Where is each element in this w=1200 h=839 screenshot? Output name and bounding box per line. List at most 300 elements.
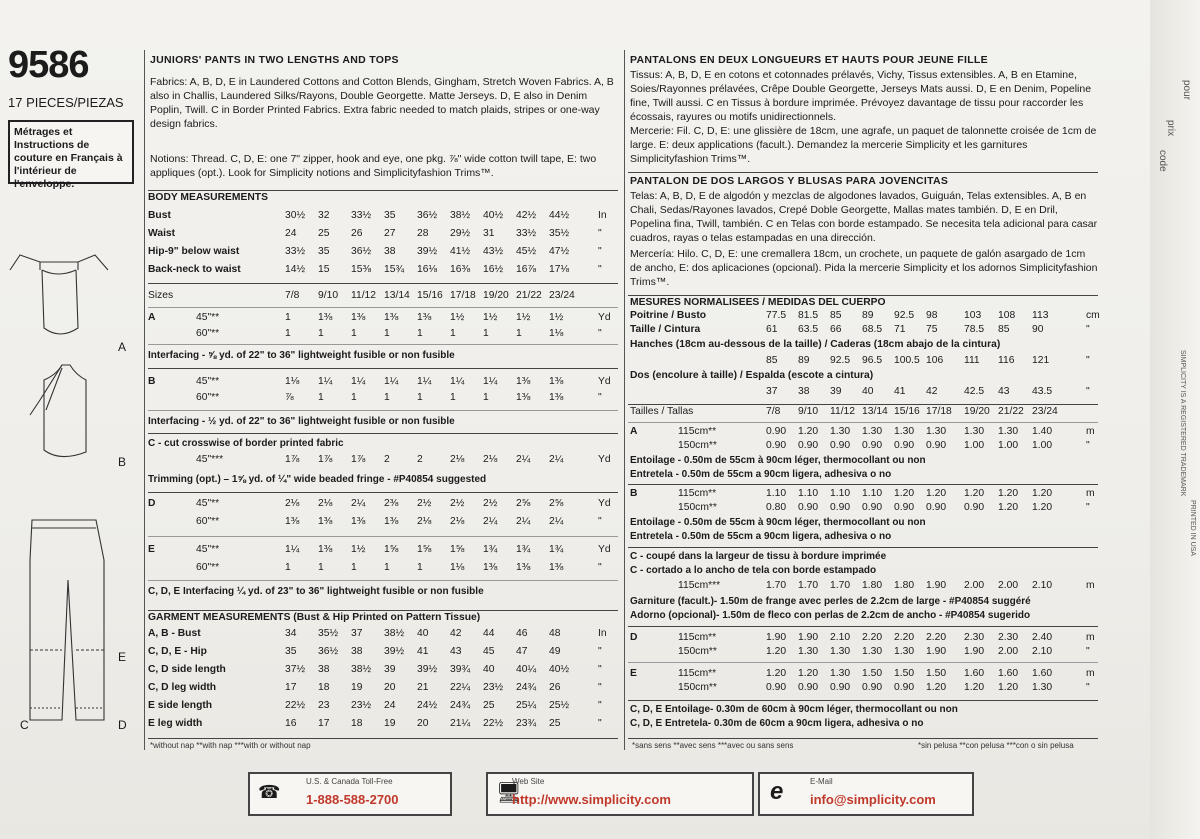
cell: 0.90 xyxy=(766,426,787,437)
cell: 43½ xyxy=(483,246,504,257)
cell: 1⅜ xyxy=(516,376,531,387)
divider xyxy=(148,410,618,411)
cell: 1.90 xyxy=(926,646,947,657)
cell: 17/18 xyxy=(450,290,476,301)
cell: 21¼ xyxy=(450,718,471,729)
cell: 1.30 xyxy=(964,426,985,437)
cell: 33½ xyxy=(285,246,306,257)
cell: 1½ xyxy=(450,312,465,323)
spanish-title: PANTALON DE DOS LARGOS Y BLUSAS PARA JOVENCITAS xyxy=(630,175,949,187)
notions-text: Notions: Thread. C, D, E: one 7" zipper, hook and eye, one pkg. ⅞" wide cotton twill tape, E: two appliques (opt.). Look for Simplicity notions and Simplicityfashion Trims™. xyxy=(150,153,597,179)
spanish-footnote: *sin pelusa **con pelusa ***con o sin pelusa xyxy=(918,741,1074,750)
cell: 1 xyxy=(417,328,423,339)
cell: 1⅜ xyxy=(351,516,366,527)
view-label-d: D xyxy=(118,718,127,732)
phone-icon: ☎ xyxy=(258,782,281,802)
unit: m xyxy=(1086,668,1095,679)
cell: 0.90 xyxy=(894,440,915,451)
cell: 33½ xyxy=(351,210,372,221)
cell: 1⅜ xyxy=(549,392,564,403)
row-sub: 45"** xyxy=(196,376,220,387)
row-sub: 45"*** xyxy=(196,454,224,465)
cell: 1⅛ xyxy=(549,328,564,339)
divider xyxy=(628,662,1098,663)
cell: 0.90 xyxy=(766,682,787,693)
cell: 1⅞ xyxy=(351,454,366,465)
divider xyxy=(148,492,618,493)
cell: 42.5 xyxy=(964,386,985,397)
cell: 41 xyxy=(417,646,429,657)
cell: 40½ xyxy=(483,210,504,221)
cell: 1.00 xyxy=(1032,440,1053,451)
table-row xyxy=(148,376,618,391)
cell: 39¾ xyxy=(450,664,471,675)
cell: 42 xyxy=(926,386,938,397)
cell: 2⅜ xyxy=(384,498,399,509)
website-link[interactable]: http://www.simplicity.com xyxy=(512,792,671,807)
cell: 85 xyxy=(830,310,842,321)
cell: 1.20 xyxy=(926,488,947,499)
unit: Yd xyxy=(598,312,611,323)
entretela-b: Entretela - 0.50m de 55cm a 90cm ligera, adhesiva o no xyxy=(630,531,892,542)
cell: 16⅞ xyxy=(516,264,537,275)
cell: 38 xyxy=(318,664,330,675)
cell: 37 xyxy=(766,386,778,397)
cell: 2½ xyxy=(417,498,432,509)
c-fr-note: C - coupé dans la largeur de tissu à bordure imprimée xyxy=(630,551,887,562)
cell: 61 xyxy=(766,324,778,335)
cell: 2⅛ xyxy=(450,516,465,527)
row-label: C, D side length xyxy=(148,664,226,675)
cell: 1.00 xyxy=(998,440,1019,451)
cell: 1 xyxy=(384,562,390,573)
cell: 25¼ xyxy=(516,700,537,711)
cell: 21/22 xyxy=(516,290,542,301)
pants-c-illustration xyxy=(30,520,104,720)
cell: 1⅜ xyxy=(318,312,333,323)
cell: 1.20 xyxy=(1032,488,1053,499)
cell: 111 xyxy=(964,355,980,366)
table-row xyxy=(148,628,618,643)
cell: 89 xyxy=(862,310,874,321)
top-a-illustration xyxy=(10,255,108,334)
cell: 1 xyxy=(285,562,291,573)
cell: 1 xyxy=(483,328,489,339)
cell: 0.90 xyxy=(862,440,883,451)
cell: 1¾ xyxy=(549,544,564,555)
cell: 1.90 xyxy=(964,646,985,657)
divider xyxy=(148,433,618,434)
row-sub: 45"** xyxy=(196,544,220,555)
cell: 1.30 xyxy=(894,646,915,657)
body-measurements-title: BODY MEASUREMENTS xyxy=(148,192,268,203)
cell: 106 xyxy=(926,355,944,366)
table-row xyxy=(148,454,618,469)
garniture-note: Garniture (facult.)- 1.50m de frange avec perles de 2.2cm de large - #P40854 suggéré xyxy=(630,596,1031,607)
cell: 23½ xyxy=(351,700,372,711)
cell: 24¾ xyxy=(516,682,537,693)
cell: 0.90 xyxy=(798,682,819,693)
cell: 20 xyxy=(384,682,396,693)
table-row xyxy=(630,406,1100,421)
cell: 41 xyxy=(894,386,906,397)
cell: 1.10 xyxy=(766,488,787,499)
cell: 11/12 xyxy=(830,406,856,417)
cell: 19 xyxy=(384,718,396,729)
unit: " xyxy=(598,264,602,275)
unit: Yd xyxy=(598,376,611,387)
email-link[interactable]: info@simplicity.com xyxy=(810,792,936,807)
cell: 1 xyxy=(318,562,324,573)
cell: 66 xyxy=(830,324,842,335)
cell: 0.90 xyxy=(894,682,915,693)
cell: 1.90 xyxy=(798,632,819,643)
cell: ⅞ xyxy=(285,392,294,403)
cell: 37 xyxy=(351,628,363,639)
cell: 1.20 xyxy=(926,682,947,693)
cell: 23/24 xyxy=(549,290,575,301)
cell: 0.90 xyxy=(964,502,985,513)
cell: 1⅜ xyxy=(384,312,399,323)
row-sub: 60"** xyxy=(196,328,220,339)
cell: 37½ xyxy=(285,664,306,675)
english-footnote: *without nap **with nap ***with or without nap xyxy=(150,741,311,750)
table-row xyxy=(630,324,1100,339)
cell: 1 xyxy=(318,328,324,339)
cell: 63.5 xyxy=(798,324,819,335)
table-row xyxy=(148,544,618,559)
cell: 0.90 xyxy=(894,502,915,513)
row-sub: 150cm** xyxy=(678,682,717,693)
cell: 33½ xyxy=(516,228,537,239)
row-sub: 150cm** xyxy=(678,502,717,513)
cell: 92.5 xyxy=(830,355,851,366)
cell: 23½ xyxy=(483,682,504,693)
dos-label: Dos (encolure à taille) / Espalda (escote a cintura) xyxy=(630,370,874,381)
mesures-title: MESURES NORMALISEES / MEDIDAS DEL CUERPO xyxy=(630,297,886,308)
cell: 2½ xyxy=(450,498,465,509)
row-label: Poitrine / Busto xyxy=(630,310,707,321)
cell: 39 xyxy=(384,664,396,675)
cell: 32 xyxy=(318,210,330,221)
cell: 2¼ xyxy=(549,516,564,527)
cell: 2.20 xyxy=(926,632,947,643)
cell: 1.60 xyxy=(1032,668,1053,679)
cell: 41½ xyxy=(450,246,471,257)
cell: 2¼ xyxy=(549,454,564,465)
unit: " xyxy=(598,516,602,527)
divider xyxy=(628,700,1098,701)
unit: Yd xyxy=(598,454,611,465)
cell: 1.10 xyxy=(830,488,851,499)
cell: 0.90 xyxy=(830,440,851,451)
cell: 85 xyxy=(998,324,1010,335)
email-contact xyxy=(758,772,974,816)
row-sub: 115cm** xyxy=(678,426,717,437)
table-row xyxy=(148,264,618,279)
cell: 24 xyxy=(285,228,297,239)
cell: 1.40 xyxy=(1032,426,1053,437)
pattern-number: 9586 xyxy=(8,44,89,86)
cell: 9/10 xyxy=(798,406,819,417)
cell: 13/14 xyxy=(384,290,410,301)
unit: m xyxy=(1086,426,1095,437)
divider xyxy=(628,484,1098,485)
cell: 35 xyxy=(318,246,330,257)
cell: 1 xyxy=(450,328,456,339)
row-label: Taille / Cintura xyxy=(630,324,701,335)
row-sub: 45"** xyxy=(196,312,220,323)
cell: 1.30 xyxy=(830,668,851,679)
cell: 19/20 xyxy=(483,290,509,301)
row-sub: 115cm** xyxy=(678,632,717,643)
cell: 1 xyxy=(450,392,456,403)
french-instructions-note: Métrages et Instructions de couture en Français à l'intérieur de l'enveloppe. xyxy=(8,120,134,184)
merceria-text: Mercería: Hilo. C, D, E: une cremallera 18cm, un crochete, un paquete de galón asargado de 1cm de ancho, E: dos aplicaciones (opcional). Pida la mercerie Simplicity et los adornos Simplicityfashion Trims™. xyxy=(630,248,1098,288)
unit: " xyxy=(1086,355,1090,366)
cell: 16⅛ xyxy=(417,264,438,275)
row-sub: 150cm** xyxy=(678,646,717,657)
cell: 1.30 xyxy=(926,426,947,437)
phone-number[interactable]: 1-888-588-2700 xyxy=(306,792,399,807)
fabrics-text: Fabrics: A, B, D, E in Laundered Cottons and Cotton Blends, Gingham, Stretch Woven Fabrics. A, B also in Challis, Laundered Silks/Rayons, Double Georgette. Matte Jerseys. D, E also in Denim Poplin, Twill. C in Border Printed Fabrics. Extra fabric needed to match plaids, stripes or one-way design fabrics. xyxy=(150,76,614,130)
cell: 1.30 xyxy=(862,646,883,657)
cell: 40½ xyxy=(549,664,570,675)
unit: " xyxy=(1086,386,1090,397)
computer-icon: 🖥 xyxy=(496,782,522,804)
cell: 30½ xyxy=(285,210,306,221)
cell: 0.90 xyxy=(766,440,787,451)
unit: " xyxy=(598,246,602,257)
cell: 81.5 xyxy=(798,310,819,321)
cell: 1.50 xyxy=(862,668,883,679)
unit: " xyxy=(598,682,602,693)
cell: 15⅜ xyxy=(351,264,372,275)
cell: 2.00 xyxy=(964,580,985,591)
cell: 1.30 xyxy=(830,426,851,437)
cell: 1¾ xyxy=(516,544,531,555)
cell: 1¼ xyxy=(483,376,498,387)
cell: 23¾ xyxy=(516,718,537,729)
edge-word-code: code xyxy=(1157,150,1168,172)
cell: 2.30 xyxy=(998,632,1019,643)
top-b-illustration xyxy=(30,365,86,457)
view-label-c: C xyxy=(20,718,29,732)
cell: 2 xyxy=(384,454,390,465)
cell: 1⅜ xyxy=(516,392,531,403)
row-sub: 60"** xyxy=(196,562,220,573)
cell: 1¼ xyxy=(351,376,366,387)
cell: 43.5 xyxy=(1032,386,1053,397)
cell: 15/16 xyxy=(894,406,920,417)
row-sub: 115cm** xyxy=(678,668,717,679)
cell: 2⅛ xyxy=(483,454,498,465)
cell: 45 xyxy=(483,646,495,657)
cell: 1⅜ xyxy=(549,376,564,387)
row-sub: 115cm*** xyxy=(678,580,721,591)
cell: 15¾ xyxy=(384,264,405,275)
cell: 1 xyxy=(516,328,522,339)
cell: 98 xyxy=(926,310,938,321)
unit: " xyxy=(598,646,602,657)
view-label-e: E xyxy=(118,650,127,664)
cell: 68.5 xyxy=(862,324,883,335)
unit: " xyxy=(1086,324,1090,335)
cell: 113 xyxy=(1032,310,1049,321)
table-row xyxy=(148,246,618,261)
cell: 1⅜ xyxy=(384,516,399,527)
email-icon: e xyxy=(770,778,784,805)
unit: Yd xyxy=(598,544,611,555)
cell: 1¼ xyxy=(318,376,333,387)
cell: 40 xyxy=(862,386,874,397)
cell: 1.30 xyxy=(1032,682,1053,693)
cell: 1.20 xyxy=(766,668,787,679)
interfacing-b: Interfacing - ½ yd. of 22" to 36" lightweight fusible or non fusible xyxy=(148,416,455,427)
cell: 1.60 xyxy=(998,668,1019,679)
cell: 1½ xyxy=(483,312,498,323)
cell: 2.10 xyxy=(1032,646,1053,657)
table-row xyxy=(630,386,1100,401)
cell: 7/8 xyxy=(766,406,781,417)
table-row xyxy=(630,668,1100,683)
cell: 108 xyxy=(998,310,1016,321)
cell: 27 xyxy=(384,228,396,239)
unit: " xyxy=(1086,682,1090,693)
phone-title: U.S. & Canada Toll-Free xyxy=(306,777,393,786)
cell: 1⅝ xyxy=(417,544,432,555)
cell: 1 xyxy=(285,312,291,323)
cell: 1⅜ xyxy=(351,312,366,323)
cell: 38 xyxy=(798,386,810,397)
cell: 1⅞ xyxy=(318,454,333,465)
cell: 1¾ xyxy=(483,544,498,555)
cell: 0.80 xyxy=(766,502,787,513)
web-contact xyxy=(486,772,754,816)
table-row xyxy=(148,312,618,327)
cell: 25 xyxy=(318,228,330,239)
table-row xyxy=(630,682,1100,697)
cell: 36½ xyxy=(351,246,372,257)
cell: 0.90 xyxy=(830,502,851,513)
cell: 0.90 xyxy=(926,502,947,513)
unit: " xyxy=(1086,502,1090,513)
cell: 1⅝ xyxy=(384,544,399,555)
row-label: E leg width xyxy=(148,718,203,729)
cell: 1.00 xyxy=(964,440,985,451)
cell: 0.90 xyxy=(862,502,883,513)
table-row xyxy=(148,718,618,733)
cell: 2.10 xyxy=(1032,580,1053,591)
row-sub: 115cm** xyxy=(678,488,717,499)
cell: 18 xyxy=(351,718,363,729)
unit: " xyxy=(1086,646,1090,657)
row-label: D xyxy=(148,498,156,509)
row-sub: 150cm** xyxy=(678,440,717,451)
cell: 0.90 xyxy=(830,682,851,693)
cell: 17/18 xyxy=(926,406,952,417)
cell: 49 xyxy=(549,646,561,657)
cell: 25½ xyxy=(549,700,570,711)
cell: 25 xyxy=(549,718,561,729)
row-sub: 45"** xyxy=(196,498,220,509)
unit: m xyxy=(1086,632,1095,643)
edge-word-pour: pour xyxy=(1181,80,1192,101)
edge-word-prix: prix xyxy=(1165,120,1176,137)
trimming-note: Trimming (opt.) – 1⅝ yd. of ¼" wide beaded fringe - #P40854 suggested xyxy=(148,474,487,485)
divider xyxy=(148,580,618,581)
cell: 1.70 xyxy=(798,580,819,591)
cell: 39½ xyxy=(384,646,405,657)
cell: 34 xyxy=(285,628,297,639)
unit: " xyxy=(598,718,602,729)
cell: 38½ xyxy=(351,664,372,675)
cell: 1.20 xyxy=(998,502,1019,513)
unit: " xyxy=(598,392,602,403)
cell: 1½ xyxy=(516,312,531,323)
printed-in-usa: PRINTED IN USA xyxy=(1189,500,1196,557)
unit: " xyxy=(598,664,602,675)
cell: 121 xyxy=(1032,355,1050,366)
divider xyxy=(628,626,1098,627)
cell: 14½ xyxy=(285,264,306,275)
cell: 2.30 xyxy=(964,632,985,643)
cell: 36½ xyxy=(417,210,438,221)
cell: 1.30 xyxy=(830,646,851,657)
unit: m xyxy=(1086,580,1095,591)
hanches-label: Hanches (18cm au-dessous de la taille) / Caderas (18cm abajo de la cintura) xyxy=(630,339,1001,350)
cell: 19/20 xyxy=(964,406,990,417)
cell: 1¼ xyxy=(384,376,399,387)
cell: 21 xyxy=(417,682,429,693)
cell: 0.90 xyxy=(862,682,883,693)
cell: 45½ xyxy=(516,246,537,257)
divider xyxy=(148,344,618,345)
unit: m xyxy=(1086,488,1095,499)
view-label-a: A xyxy=(118,340,127,354)
cell: 1 xyxy=(318,392,324,403)
table-row xyxy=(148,646,618,661)
cell: 1.80 xyxy=(862,580,883,591)
table-row xyxy=(148,700,618,715)
cell: 7/8 xyxy=(285,290,300,301)
cell: 24½ xyxy=(417,700,438,711)
cell: 2⅝ xyxy=(549,498,564,509)
trademark-note: SIMPLICITY IS A REGISTERED TRADEMARK xyxy=(1179,350,1186,497)
french-title: PANTALONS EN DEUX LONGUEURS ET HAUTS POUR JEUNE FILLE xyxy=(630,54,988,66)
cell: 39½ xyxy=(417,664,438,675)
cell: 1.10 xyxy=(798,488,819,499)
cell: 1.20 xyxy=(894,488,915,499)
cell: 15/16 xyxy=(417,290,443,301)
cell: 1 xyxy=(351,328,357,339)
cell: 46 xyxy=(516,628,528,639)
cell: 39½ xyxy=(417,246,438,257)
cell: 38 xyxy=(384,246,396,257)
cell: 2 xyxy=(417,454,423,465)
cell: 2.00 xyxy=(998,580,1019,591)
cell: 1 xyxy=(417,392,423,403)
cell: 1⅜ xyxy=(516,562,531,573)
cell: 23 xyxy=(318,700,330,711)
divider xyxy=(628,404,1098,405)
table-row xyxy=(148,516,618,531)
table-row xyxy=(148,290,618,305)
row-label: Tailles / Tallas xyxy=(630,406,694,417)
cell: 1.50 xyxy=(926,668,947,679)
cell: 1⅜ xyxy=(549,562,564,573)
unit: Yd xyxy=(598,498,611,509)
